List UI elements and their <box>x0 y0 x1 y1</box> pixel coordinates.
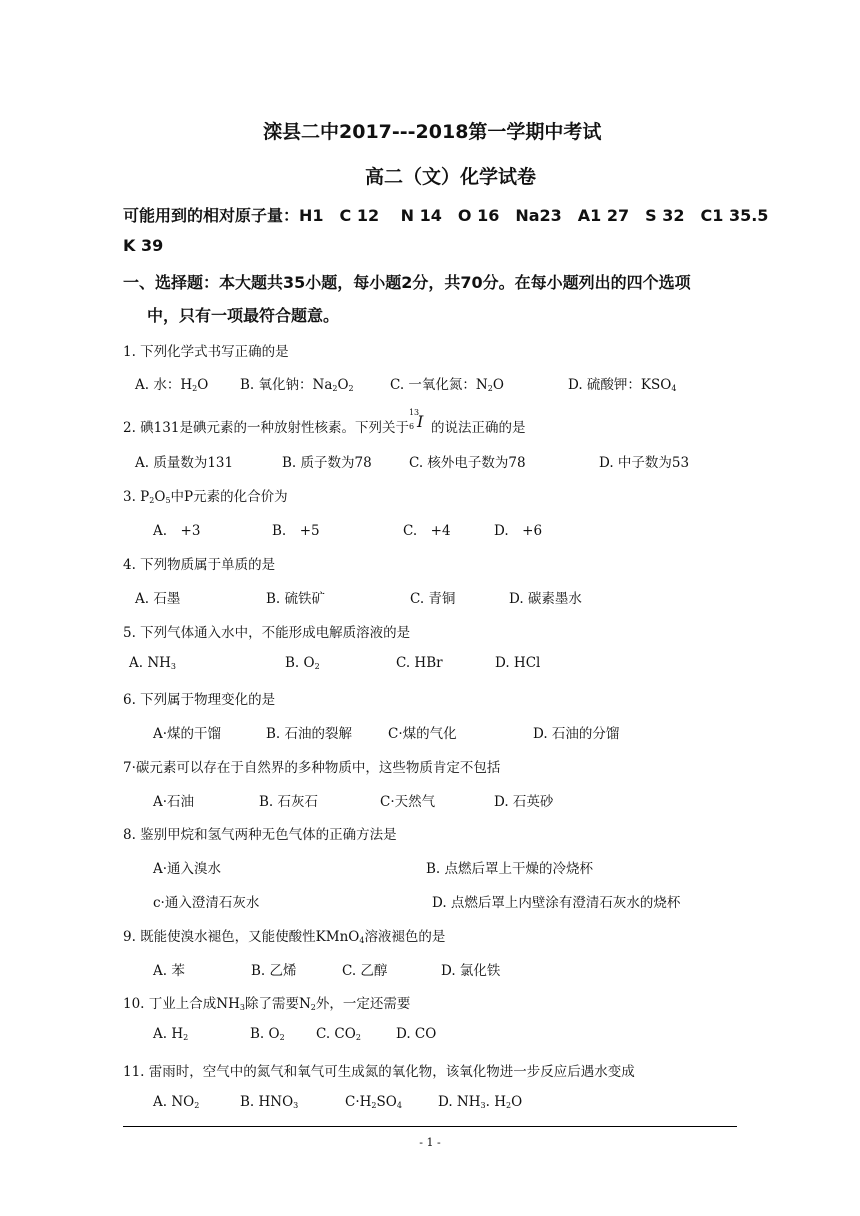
question-3-stem: 3. $P_2O_5$中P元素的化合价为 <box>123 489 288 505</box>
question-1-option-a: A. 水：$H_2O$ <box>135 377 209 393</box>
question-11-option-c: $C\cdot H_2SO_4$ <box>345 1094 402 1110</box>
question-4-option-c: C. 青铜 <box>410 591 456 607</box>
question-1-stem: 1. 下列化学式书写正确的是 <box>123 344 289 360</box>
page-number: - 1 - <box>419 1136 441 1149</box>
atomic-masses-line1: 可能用到的相对原子量：H1 C 12 N 14 O 16 Na23 A1 27 S 32 C1 35.5 <box>123 206 769 225</box>
question-2-option-c: C. 核外电子数为78 <box>409 455 526 471</box>
question-8-stem: 8. 鉴别甲烷和氢气两种无色气体的正确方法是 <box>123 827 397 843</box>
question-4-option-b: B. 硫铁矿 <box>266 591 326 607</box>
question-6-option-a: A·煤的干馏 <box>153 726 222 742</box>
question-7-option-b: B. 石灰石 <box>259 794 319 810</box>
question-9-option-b: B. 乙烯 <box>251 963 297 979</box>
exam-subtitle: 高二（文）化学试卷 <box>365 166 537 188</box>
question-5-option-b: B. $O_2$ <box>285 655 320 671</box>
question-6-option-b: B. 石油的裂解 <box>266 726 353 742</box>
question-10-option-c: C. $CO_2$ <box>316 1026 361 1042</box>
question-7-option-d: D. 石英砂 <box>494 794 554 810</box>
question-9-option-c: C. 乙醇 <box>342 963 388 979</box>
question-9-option-a: A. 苯 <box>153 963 185 979</box>
question-1-option-c: C. 一氧化氮：$N_2O$ <box>390 377 504 393</box>
question-10-option-a: A. $H_2$ <box>153 1026 189 1042</box>
question-11-option-d: D. $NH_3$. $H_2O$ <box>438 1094 523 1110</box>
question-10-option-d: D. CO <box>396 1026 437 1042</box>
question-1-option-d: D. 硫酸钾：$KSO_4$ <box>568 377 677 393</box>
question-10-option-b: B. $O_2$ <box>250 1026 285 1042</box>
question-3-option-a: A. +3 <box>153 523 201 539</box>
question-4-option-d: D. 碳素墨水 <box>509 591 582 607</box>
question-5-stem: 5. 下列气体通入水中，不能形成电解质溶液的是 <box>123 625 411 641</box>
question-3-option-c: C. +4 <box>403 523 451 539</box>
question-9-stem: 9. 既能使溴水褪色，又能使酸性KMnO$_4$溶液褪色的是 <box>123 929 446 945</box>
question-2-option-b: B. 质子数为78 <box>282 455 372 471</box>
question-6-option-d: D. 石油的分馏 <box>533 726 620 742</box>
question-4-option-a: A. 石墨 <box>135 591 181 607</box>
question-5-option-d: D. HCl <box>495 655 541 671</box>
question-11-option-a: A. $NO_2$ <box>153 1094 200 1110</box>
exam-title: 滦县二中2017---2018第一学期中考试 <box>263 121 602 143</box>
section-heading-line2: 中，只有一项最符合题意。 <box>147 306 340 325</box>
footer-divider <box>123 1126 737 1127</box>
question-7-option-c: C·天然气 <box>380 794 436 810</box>
question-6-option-c: C·煤的气化 <box>388 726 457 742</box>
atomic-masses-line2: K 39 <box>123 236 164 255</box>
question-4-stem: 4. 下列物质属于单质的是 <box>123 557 276 573</box>
question-5-option-a: A. $NH_3$ <box>129 655 177 671</box>
question-3-option-b: B. +5 <box>272 523 320 539</box>
section-heading-line1: 一、选择题：本大题共35小题，每小题2分，共70分。在每小题列出的四个选项 <box>123 273 691 292</box>
question-11-stem: 11. 雷雨时，空气中的氮气和氧气可生成氮的氧化物，该氧化物进一步反应后遇水变成 <box>123 1064 635 1080</box>
question-8-option-a: A·通入溴水 <box>153 861 222 877</box>
question-2-option-a: A. 质量数为131 <box>135 455 234 471</box>
question-2-option-d: D. 中子数为53 <box>599 455 690 471</box>
question-2-stem: 2. 碘131是碘元素的一种放射性核素。下列关于 13 6 I 的说法正确的是 <box>123 408 526 436</box>
question-5-option-c: C. HBr <box>396 655 443 671</box>
question-7-option-a: A·石油 <box>153 794 195 810</box>
question-7-stem: 7·碳元素可以存在于自然界的多种物质中，这些物质肯定不包括 <box>123 760 501 776</box>
question-8-option-d: D. 点燃后罩上内壁涂有澄清石灰水的烧杯 <box>432 895 681 911</box>
iodine-isotope-symbol: 13 6 I <box>408 408 424 431</box>
question-8-option-c: c·通入澄清石灰水 <box>153 895 260 911</box>
question-1-option-b: B. 氧化钠：$Na_2O_2$ <box>240 377 354 393</box>
question-6-stem: 6. 下列属于物理变化的是 <box>123 692 276 708</box>
question-10-stem: 10. 丁业上合成$NH_3$除了需要$N_2$外，一定还需要 <box>123 996 411 1012</box>
question-3-option-d: D. +6 <box>494 523 543 539</box>
question-8-option-b: B. 点燃后罩上干燥的冷烧杯 <box>426 861 594 877</box>
question-11-option-b: B. $HNO_3$ <box>240 1094 299 1110</box>
question-9-option-d: D. 氯化铁 <box>441 963 501 979</box>
